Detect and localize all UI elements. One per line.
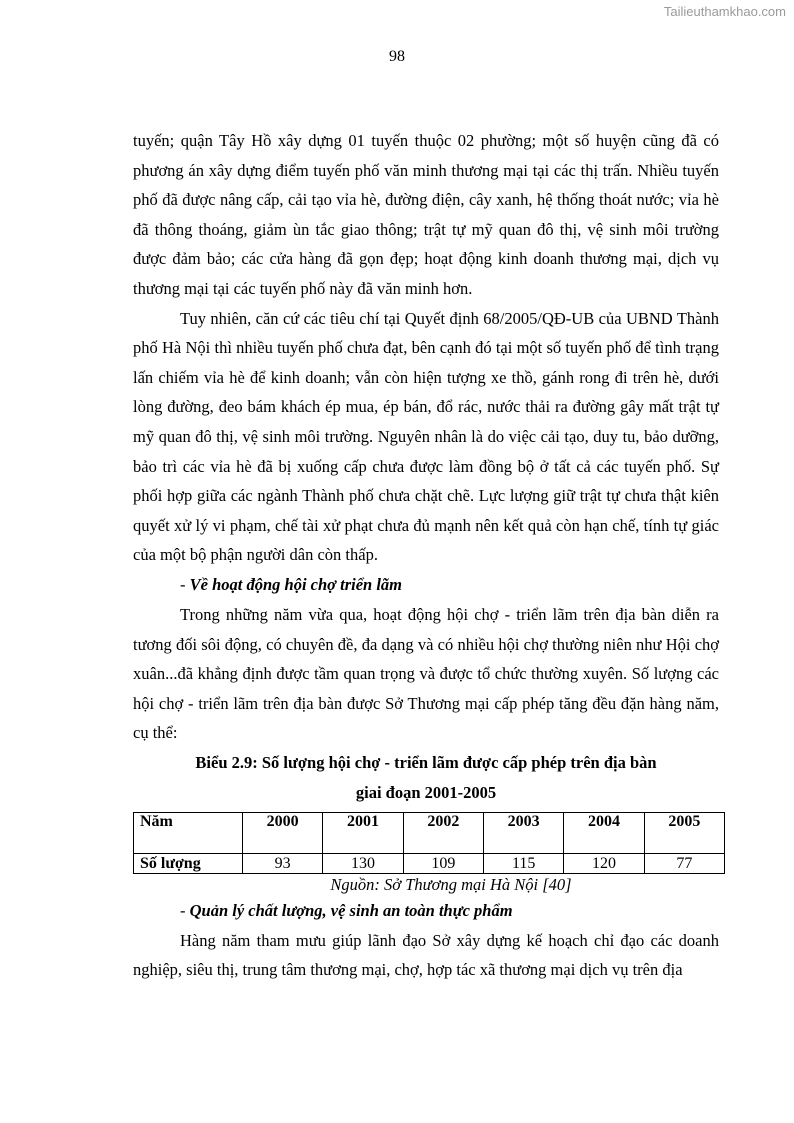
table-header-year: 2005 [644, 812, 724, 853]
table-header-label: Năm [134, 812, 243, 853]
heading-dash: - [180, 574, 190, 594]
table-caption-line-1: Biểu 2.9: Số lượng hội chợ - triển lãm được cấp phép trên địa bàn [195, 752, 657, 772]
fairs-table [133, 812, 725, 874]
table-row-label: Số lượng [134, 853, 243, 873]
paragraph-2: Tuy nhiên, căn cứ các tiêu chí tại Quyết định 68/2005/QĐ-UB của UBND Thành phố Hà Nội thì nhiều tuyến phố chưa đạt, bên cạnh đó tại một số tuyến phố để tình trạng lấn chiếm vỉa hè để kinh doanh; vẫn còn hiện tượng xe thồ, gánh rong đi trên hè, dưới lòng đường, đeo bám khách ép mua, ép bán, đổ rác, nước thải ra đường gây mất trật tự mỹ quan đô thị, vệ sinh môi trường. Nguyên nhân là do việc cải tạo, duy tu, bảo dưỡng, bảo trì các vỉa hè đã bị xuống cấp chưa được làm đồng bộ ở tất cả các tuyến phố. Sự phối hợp giữa các ngành Thành phố chưa chặt chẽ. Lực lượng giữ trật tự chưa thật kiên quyết xử lý vi phạm, chế tài xử phạt chưa đủ mạnh nên kết quả còn hạn chế, tính tự giác của một bộ phận người dân còn thấp. [133, 308, 719, 565]
table-header-year: 2004 [564, 812, 644, 853]
table-cell: 93 [243, 853, 323, 873]
table-header-row [134, 812, 725, 853]
paragraph-1: tuyến; quận Tây Hồ xây dựng 01 tuyến thuộc 02 phường; một số huyện cũng đã có phương án xây dựng điểm tuyến phố văn minh thương mại tại các thị trấn. Nhiều tuyến phố đã được nâng cấp, cải tạo vỉa hè, đường điện, cây xanh, hệ thống thoát nước; vỉa hè đã thông thoáng, giảm ùn tắc giao thông; trật tự mỹ quan đô thị, vệ sinh môi trường được đảm bảo; các cửa hàng đã gọn đẹp; hoạt động kinh doanh thương mại, dịch vụ thương mại tại các tuyến phố này đã văn minh hơn. [133, 131, 719, 298]
table-caption-line-2: giai đoạn 2001-2005 [355, 782, 497, 802]
paragraph-3: Trong những năm vừa qua, hoạt động hội chợ - triển lãm trên địa bàn diễn ra tương đối sôi động, có chuyên đề, đa dạng và có nhiều hội chợ thường niên như Hội chợ xuân...đã khẳng định được tầm quan trọng và được tổ chức thường xuyên. Số lượng các hội chợ - triển lãm trên địa bàn được Sở Thương mại cấp phép tăng đều đặn hàng năm, cụ thể: [133, 604, 719, 743]
table-header-year: 2003 [483, 812, 563, 853]
section-heading-fairs [133, 570, 719, 600]
watermark: Tailieuthamkhao.com [663, 4, 786, 19]
heading-text: Về hoạt động hội chợ triển lãm [189, 574, 403, 594]
table-source: Nguồn: Sở Thương mại Hà Nội [40] [330, 874, 572, 894]
page-number: 98 [389, 48, 405, 65]
heading-text: Quản lý chất lượng, vệ sinh an toàn thực phẩm [189, 900, 513, 920]
table-header-year: 2002 [403, 812, 483, 853]
section-heading-food-safety [133, 896, 719, 926]
paragraph-4: Hàng năm tham mưu giúp lãnh đạo Sở xây dựng kế hoạch chỉ đạo các doanh nghiệp, siêu thị, trung tâm thương mại, chợ, hợp tác xã thương mại dịch vụ trên địa [133, 930, 719, 980]
table-header-year: 2001 [323, 812, 403, 853]
heading-dash: - [180, 900, 190, 920]
table-row [134, 853, 725, 873]
table-cell: 130 [323, 853, 403, 873]
table-cell: 120 [564, 853, 644, 873]
table-cell: 77 [644, 853, 724, 873]
table-cell: 109 [403, 853, 483, 873]
table-cell: 115 [483, 853, 563, 873]
table-header-year: 2000 [243, 812, 323, 853]
page-content [133, 126, 719, 985]
